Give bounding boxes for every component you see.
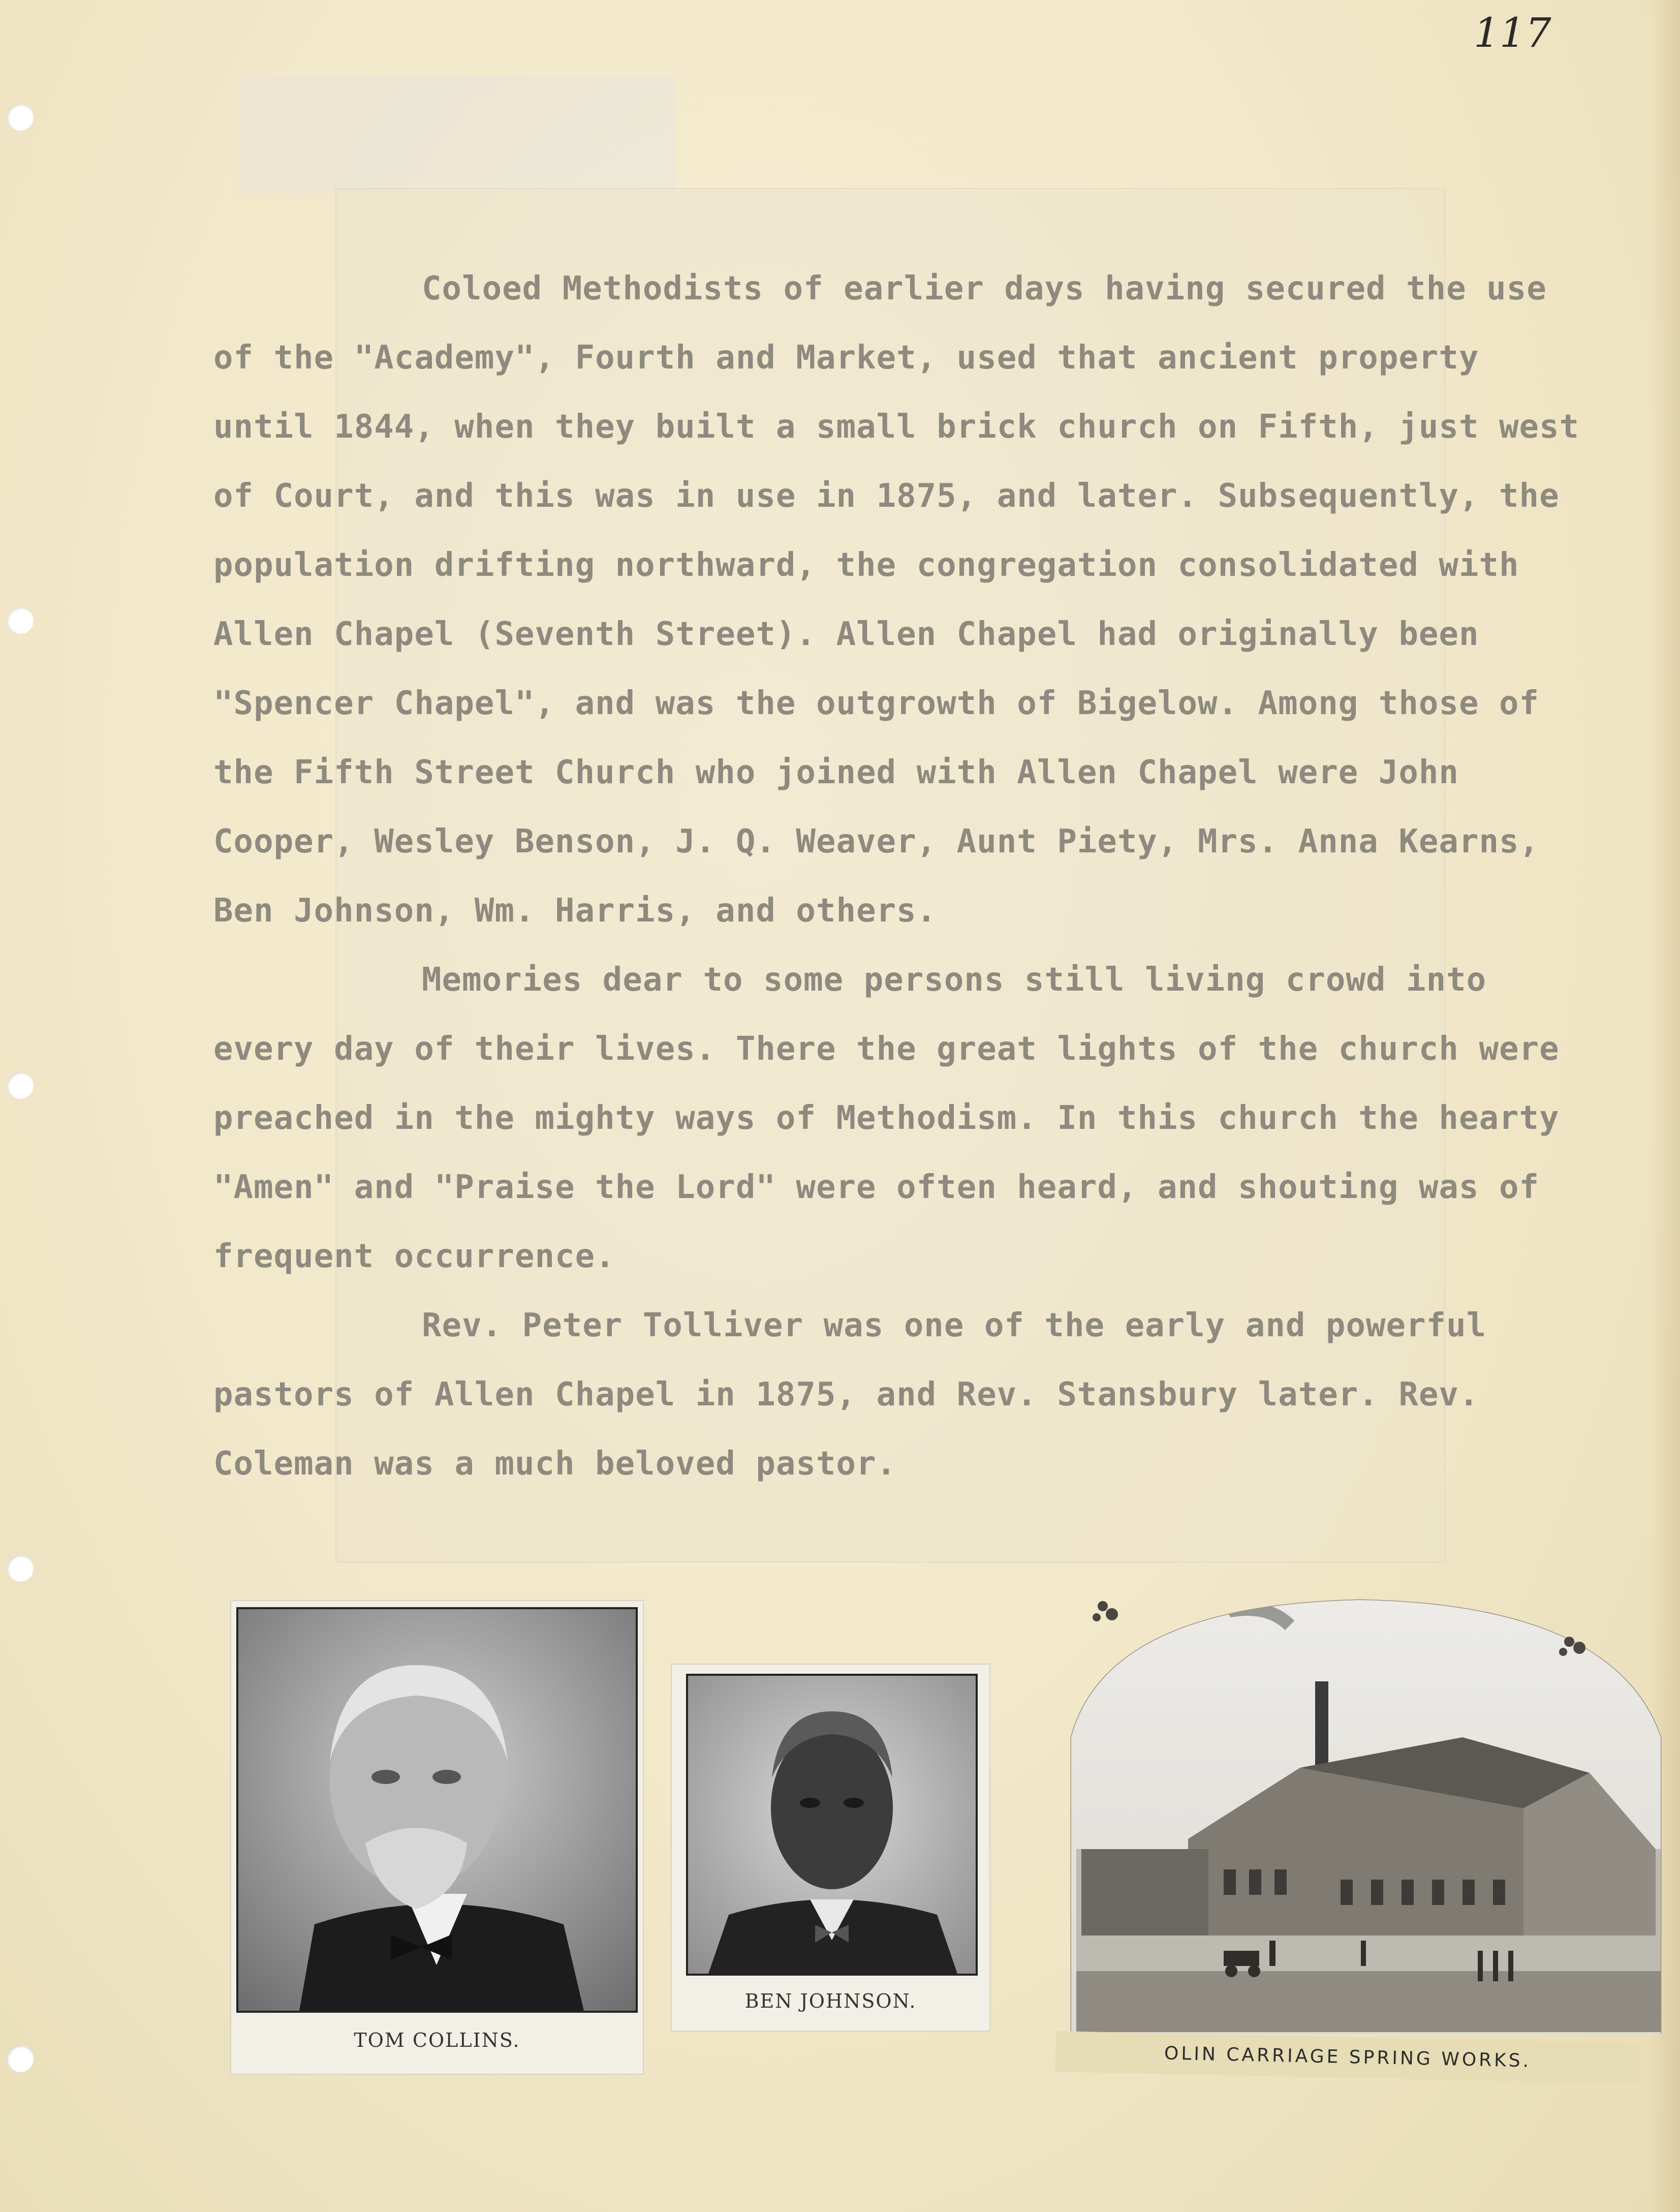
tom-collins-photo-card [231, 1601, 643, 2074]
paragraph-1: Coloed Methodists of earlier days having secured the use of the "Academy", Fourth and Market, used that ancient property until 1844, when they built a small brick church on Fifth, just west of Court, and this was in use in 1875, and later. Subsequently, the population drifting northward, the congregation consolidated with Allen Chapel (Seventh Street). Allen Chapel had originally been "Spencer Chapel", and was the outgrowth of Bigelow. Among those of the Fifth Street Church who joined with Allen Chapel were John Cooper, Wesley Benson, J. Q. Weaver, Aunt Piety, Mrs. Anna Kearns, Ben Johnson, Wm. Harris, and others. [213, 270, 1580, 930]
binder-hole [7, 607, 34, 634]
typed-text-body [213, 254, 1585, 1498]
paragraph-2: Memories dear to some persons still living crowd into every day of their lives. There the great lights of the church were preached in the mighty ways of Methodism. In this church the hearty "Amen" and "Praise the Lord" were often heard, and shouting was of frequent occurrence. [213, 961, 1560, 1275]
binder-hole [7, 104, 34, 131]
ghost-tape-mark [239, 76, 676, 193]
ben-johnson-portrait [686, 1674, 978, 1976]
binder-hole [7, 1072, 34, 1099]
ben-johnson-caption: BEN JOHNSON. [744, 1990, 917, 2012]
page-number: 117 [1474, 9, 1551, 56]
tom-collins-caption: TOM COLLINS. [354, 2029, 520, 2051]
olin-works-engraving [1056, 1585, 1676, 2034]
paragraph-3: Rev. Peter Tolliver was one of the early and powerful pastors of Allen Chapel in 1875, and Rev. Stansbury later. Rev. Coleman was a much beloved pastor. [213, 1307, 1487, 1483]
binder-hole [7, 2046, 34, 2072]
tom-collins-portrait [236, 1607, 638, 2013]
olin-works-caption: OLIN CARRIAGE SPRING WORKS. [1055, 2031, 1640, 2084]
ben-johnson-photo-card [672, 1665, 989, 2031]
binder-hole [7, 1555, 34, 1582]
